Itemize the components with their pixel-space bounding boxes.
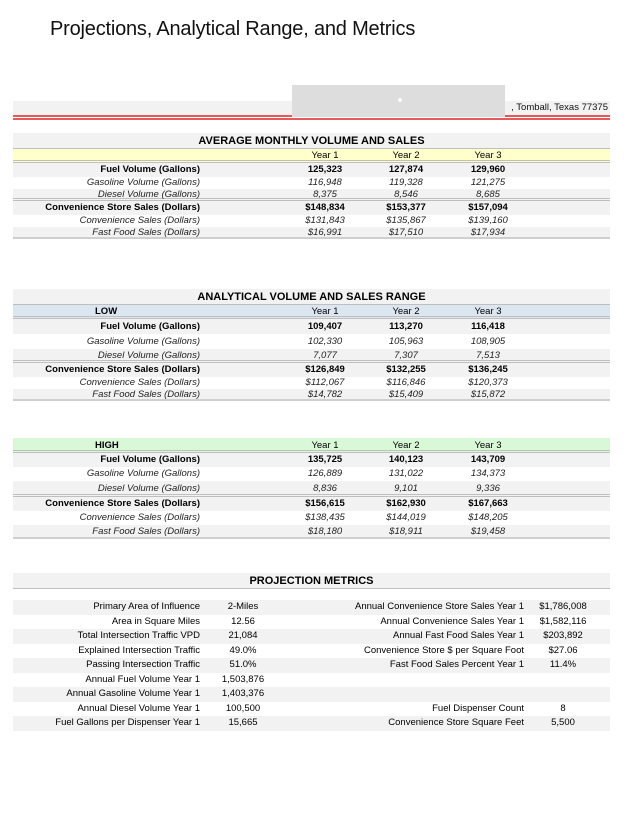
cell: 131,022 <box>388 468 424 479</box>
year-3-header: Year 3 <box>474 150 502 161</box>
cell: $153,377 <box>386 202 426 213</box>
row-label: Convenience Sales (Dollars) <box>79 512 200 523</box>
metric-value: 11.4% <box>549 659 577 670</box>
cell: 116,948 <box>308 177 342 188</box>
cell: 127,874 <box>388 164 424 175</box>
redacted-address-block <box>292 85 505 117</box>
cell: $157,094 <box>468 202 508 213</box>
metric-value: 2-Miles <box>227 601 259 612</box>
metric-value: $1,786,008 <box>539 601 587 612</box>
year-1-header: Year 1 <box>311 150 339 161</box>
metrics-row <box>13 644 610 659</box>
row-label: Fuel Volume (Gallons) <box>100 164 200 175</box>
metrics-row <box>13 673 610 688</box>
cell: 121,275 <box>470 177 506 188</box>
metrics-row <box>13 600 610 615</box>
metrics-row <box>13 702 610 717</box>
row-label: Diesel Volume (Gallons) <box>97 483 200 494</box>
cell: $116,846 <box>386 377 426 388</box>
cell: 7,307 <box>394 350 418 361</box>
cell: 9,336 <box>476 483 500 494</box>
cell: $126,849 <box>305 364 345 375</box>
address-text: , Tomball, Texas 77375 <box>511 102 608 113</box>
cell: 125,323 <box>307 164 343 175</box>
cell: $148,834 <box>305 202 345 213</box>
metric-value: 8 <box>560 702 566 714</box>
cell: 8,685 <box>476 189 500 200</box>
table-row <box>13 334 610 349</box>
page-title: Projections, Analytical Range, and Metrics <box>50 18 416 40</box>
metric-value: 21,084 <box>228 630 258 641</box>
table-row <box>13 525 610 539</box>
cell: 8,546 <box>394 189 418 200</box>
cell: $18,180 <box>307 526 343 537</box>
high-header-row <box>13 438 610 453</box>
cell: 143,709 <box>470 454 506 465</box>
metric-label: Fuel Dispenser Count <box>432 702 524 714</box>
metrics-row <box>13 716 610 731</box>
cell: $14,782 <box>307 389 343 400</box>
red-rule-bottom <box>13 118 610 120</box>
table-row <box>13 363 610 377</box>
cell: $112,067 <box>305 377 345 388</box>
cell: $136,245 <box>468 364 508 375</box>
metric-label: Annual Fuel Volume Year 1 <box>85 673 200 685</box>
metric-value: 1,403,376 <box>221 688 265 699</box>
year-1-header: Year 1 <box>311 306 339 317</box>
cell: $17,510 <box>388 227 424 238</box>
table-row <box>13 163 610 177</box>
metric-value: $27.06 <box>548 644 578 656</box>
row-label: Diesel Volume (Gallons) <box>97 350 200 361</box>
cell: $148,205 <box>468 512 508 523</box>
metric-value: 1,503,876 <box>221 673 265 685</box>
cell: 109,407 <box>307 321 343 332</box>
cell: $138,435 <box>305 512 345 523</box>
average-monthly-table <box>13 133 610 239</box>
table-row <box>13 201 610 215</box>
cell: 7,513 <box>476 350 500 361</box>
metric-label: Area in Square Miles <box>111 615 200 627</box>
metric-label: Annual Convenience Store Sales Year 1 <box>354 601 524 612</box>
table-row <box>13 177 610 189</box>
metrics-row <box>13 629 610 644</box>
metric-value: 5,500 <box>551 717 575 728</box>
cell: 7,077 <box>313 350 337 361</box>
metric-label: Annual Gasoline Volume Year 1 <box>66 688 200 699</box>
cell: $162,930 <box>386 498 426 509</box>
cell: $144,019 <box>386 512 426 523</box>
row-label: Gasoline Volume (Gallons) <box>86 468 200 479</box>
high-label: HIGH <box>95 440 119 451</box>
cell: 134,373 <box>470 468 506 479</box>
table-row <box>13 377 610 389</box>
metric-value: 15,665 <box>228 717 258 728</box>
metric-label: Convenience Store $ per Square Foot <box>363 644 524 656</box>
metric-label: Annual Convenience Sales Year 1 <box>380 615 524 627</box>
low-label: LOW <box>95 306 118 317</box>
cell: 119,328 <box>389 177 423 188</box>
row-label: Gasoline Volume (Gallons) <box>86 177 200 188</box>
cell: 9,101 <box>394 483 418 494</box>
row-label: Fast Food Sales (Dollars) <box>92 526 200 537</box>
table-row <box>13 389 610 401</box>
low-header-row <box>13 305 610 319</box>
cell: $120,373 <box>468 377 508 388</box>
cell: 129,960 <box>470 164 506 175</box>
row-label: Fuel Volume (Gallons) <box>100 321 200 332</box>
cell: $18,911 <box>389 526 423 537</box>
row-label: Gasoline Volume (Gallons) <box>86 336 200 347</box>
row-label: Convenience Store Sales (Dollars) <box>45 364 200 375</box>
row-label: Convenience Store Sales (Dollars) <box>45 202 200 213</box>
metric-label: Total Intersection Traffic VPD <box>77 630 200 641</box>
metric-label: Fast Food Sales Percent Year 1 <box>389 659 524 670</box>
cell: $131,843 <box>305 215 345 226</box>
metrics-spacer <box>13 589 610 600</box>
cell: 135,725 <box>307 454 343 465</box>
metrics-row <box>13 658 610 673</box>
redaction-dot <box>398 98 402 102</box>
table-row <box>13 349 610 363</box>
row-label: Convenience Sales (Dollars) <box>79 377 200 388</box>
year-3-header: Year 3 <box>474 440 502 451</box>
cell: $156,615 <box>305 498 345 509</box>
cell: 113,270 <box>389 321 423 332</box>
range-table-title: ANALYTICAL VOLUME AND SALES RANGE <box>13 289 610 305</box>
cell: $167,663 <box>468 498 508 509</box>
table-row <box>13 511 610 525</box>
metric-value: $203,892 <box>543 630 583 641</box>
row-label: Diesel Volume (Gallons) <box>97 189 200 200</box>
metric-label: Convenience Store Square Feet <box>388 717 524 728</box>
row-label: Fast Food Sales (Dollars) <box>92 227 200 238</box>
cell: 102,330 <box>307 336 343 347</box>
cell: 105,963 <box>388 336 424 347</box>
year-2-header: Year 2 <box>392 440 420 451</box>
metric-label: Primary Area of Influence <box>93 601 200 612</box>
year-2-header: Year 2 <box>392 150 420 161</box>
row-label: Fast Food Sales (Dollars) <box>92 389 200 400</box>
year-3-header: Year 3 <box>474 306 502 317</box>
cell: 116,418 <box>471 321 505 332</box>
cell: $19,458 <box>470 526 506 537</box>
metric-value: 12.56 <box>231 615 255 627</box>
metric-label: Annual Fast Food Sales Year 1 <box>393 630 524 641</box>
cell: $132,255 <box>386 364 426 375</box>
metrics-title: PROJECTION METRICS <box>13 573 610 589</box>
metric-value: 51.0% <box>229 659 257 670</box>
cell: $139,160 <box>468 215 508 226</box>
row-label: Convenience Sales (Dollars) <box>79 215 200 226</box>
year-2-header: Year 2 <box>392 306 420 317</box>
cell: $16,991 <box>307 227 343 238</box>
year-1-header: Year 1 <box>311 440 339 451</box>
metric-label: Explained Intersection Traffic <box>78 644 200 656</box>
cell: $15,872 <box>470 389 506 400</box>
table-row <box>13 319 610 334</box>
metrics-row <box>13 687 610 702</box>
table-row <box>13 189 610 201</box>
metric-label: Annual Diesel Volume Year 1 <box>77 702 200 714</box>
cell: 126,889 <box>307 468 343 479</box>
cell: 140,123 <box>388 454 424 465</box>
table-row <box>13 227 610 239</box>
cell: 8,375 <box>313 189 337 200</box>
average-header-row <box>13 149 610 163</box>
analytical-range-low-table <box>13 289 610 401</box>
cell: 108,905 <box>470 336 506 347</box>
table-row <box>13 481 610 497</box>
cell: $135,867 <box>386 215 426 226</box>
metrics-row <box>13 615 610 630</box>
table-row <box>13 453 610 467</box>
metric-value: 49.0% <box>229 644 257 656</box>
row-label: Convenience Store Sales (Dollars) <box>45 498 200 509</box>
average-table-title: AVERAGE MONTHLY VOLUME AND SALES <box>13 133 610 149</box>
table-row <box>13 467 610 481</box>
cell: 8,836 <box>313 483 337 494</box>
projection-metrics <box>13 573 610 731</box>
metric-label: Fuel Gallons per Dispenser Year 1 <box>55 717 200 728</box>
analytical-range-high-table <box>13 438 610 539</box>
metric-label: Passing Intersection Traffic <box>86 659 200 670</box>
row-label: Fuel Volume (Gallons) <box>100 454 200 465</box>
metric-value: 100,500 <box>225 702 261 714</box>
table-row <box>13 497 610 511</box>
metric-value: $1,582,116 <box>539 615 587 627</box>
table-row <box>13 215 610 227</box>
cell: $15,409 <box>388 389 424 400</box>
cell: $17,934 <box>470 227 506 238</box>
